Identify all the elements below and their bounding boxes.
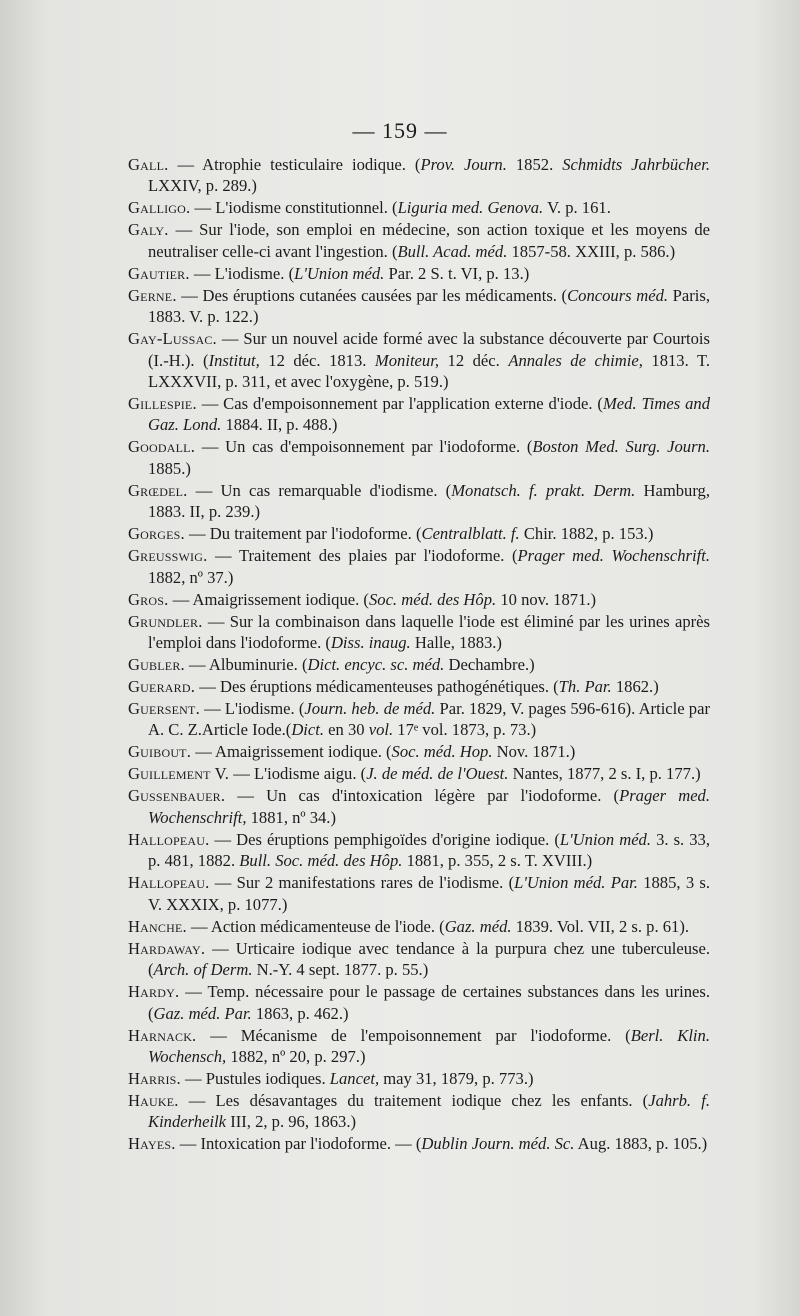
entry-text: — Sur 2 manifestations rares de l'iodisme. (: [209, 873, 515, 893]
entry-text: 17ᵉ vol. 1873, p. 73.): [393, 720, 537, 740]
entry-text: — Cas d'empoisonnement par l'application externe d'iode. (: [196, 394, 603, 414]
entry-source-title: vol.: [368, 720, 394, 740]
entry-source-title: Boston Med. Surg. Journ.: [532, 437, 710, 457]
bibliography-entry: [128, 829, 710, 872]
entry-source-title: L'Union méd.: [294, 263, 385, 283]
entry-text: 1881, nº 34.): [246, 807, 336, 827]
entry-text: 1863, p. 462.): [251, 1003, 349, 1023]
entry-text: 1813. T. LXXXVII, p. 311, et avec l'oxygène, p. 519.): [148, 350, 710, 392]
entry-source-title: L'Union méd.: [559, 829, 652, 849]
entry-author: Hallopeau.: [128, 829, 210, 849]
entry-text: Hamburg, 1883. II, p. 239.): [148, 480, 710, 522]
bibliography-entry: [128, 523, 710, 544]
entry-text: — Un cas d'empoisonnement par l'iodoforme. (: [195, 437, 533, 457]
entry-text: Aug. 1883, p. 105.): [574, 1134, 708, 1154]
bibliography-entry: [128, 263, 710, 284]
entry-text: — Sur la combinaison dans laquelle l'iode est éliminé par les urines après l'emploi dans l'iodoforme. (: [148, 611, 710, 653]
entry-text: — Atrophie testiculaire iodique. (: [168, 155, 421, 174]
entry-text: 1884. II, p. 488.): [221, 415, 338, 435]
entry-author: Galy.: [128, 220, 169, 240]
entry-text: — Les désavantages du traitement iodique chez les enfants. (: [178, 1090, 649, 1110]
bibliography-entry: [128, 545, 710, 588]
entry-author: Greusswig.: [128, 546, 208, 566]
entry-source-title: Jahrb. f. Kinderheilk: [148, 1090, 710, 1132]
entry-author: Guersent.: [128, 699, 200, 719]
entry-author: Gerne.: [128, 285, 177, 305]
entry-text: 1885, 3 s. V. XXXIX, p. 1077.): [148, 873, 711, 914]
entry-text: 1882, nº 37.): [148, 567, 234, 587]
entry-text: — Amaigrissement iodique. (: [191, 742, 392, 762]
entry-text: — Albuminurie. (: [184, 655, 308, 675]
entry-text: N.-Y. 4 sept. 1877. p. 55.): [252, 960, 429, 980]
entry-author: Hardaway.: [128, 938, 206, 958]
entry-text: — L'iodisme. (: [189, 263, 295, 283]
entry-text: Dechambre.): [444, 655, 535, 675]
entry-author: Goodall.: [128, 437, 196, 457]
entry-author: Hanche.: [128, 916, 187, 936]
entry-source-title: Moniteur,: [374, 350, 439, 370]
entry-source-title: Dict.: [291, 720, 325, 740]
entry-author: Guibout.: [128, 742, 192, 762]
entry-text: — L'iodisme. (: [199, 699, 305, 719]
entry-text: — Des éruptions médicamenteuses pathogénétiques. (: [195, 677, 559, 697]
page-number: — 159 —: [352, 118, 448, 143]
entry-text: Halle, 1883.): [410, 633, 502, 653]
entry-author: Gubler.: [128, 655, 185, 675]
entry-author: Hallopeau.: [128, 873, 210, 893]
entry-text: III, 2, p. 96, 1863.): [226, 1112, 357, 1132]
entry-author: Gros.: [128, 589, 169, 609]
entry-author: Grundler.: [128, 611, 203, 631]
bibliography-entry: [128, 328, 710, 392]
entry-text: en 30: [324, 720, 369, 740]
bibliography-entry: [128, 938, 710, 981]
entry-source-title: Soc. méd. Hop.: [391, 742, 493, 762]
bibliography-entry: [128, 154, 710, 197]
entry-text: V. p. 161.: [543, 198, 611, 218]
entry-source-title: Liguria med. Genova.: [397, 198, 544, 218]
bibliography-entry: [128, 219, 710, 262]
entry-text: — L'iodisme aigu. (: [229, 764, 367, 784]
entry-source-title: Journ. heb. de méd.: [304, 699, 436, 719]
entry-source-title: Institut,: [208, 350, 260, 370]
bibliography-entry: [128, 611, 710, 654]
entry-text: 1839. Vol. VII, 2 s. p. 61).: [511, 916, 690, 936]
entry-author: Hayes.: [128, 1134, 176, 1154]
bibliography-entry: [128, 676, 710, 697]
entry-author: Hardy.: [128, 982, 180, 1002]
entry-text: — L'iodisme constitutionnel. (: [190, 198, 398, 218]
entry-source-title: Dict. encyc. sc. méd.: [307, 655, 445, 675]
entry-text: — Sur un nouvel acide formé avec la substance découverte par Courtois (I.-H.). (: [148, 329, 710, 370]
entry-source-title: Annales de chimie,: [508, 350, 643, 370]
entry-source-title: J. de méd. de l'Ouest.: [366, 764, 509, 784]
entry-text: may 31, 1879, p. 773.): [379, 1068, 534, 1088]
entry-text: — Temp. nécessaire pour le passage de certaines substances dans les urines. (: [148, 982, 710, 1023]
entry-source-title: Arch. of Derm.: [153, 960, 253, 980]
bibliography-entry: [128, 1068, 710, 1089]
bibliography-entry: [128, 285, 710, 328]
entry-source-title: Concours méd.: [567, 285, 669, 305]
entry-source-title: Gaz. méd.: [444, 916, 512, 936]
entry-text: Nov. 1871.): [492, 742, 576, 762]
bibliography-entry: [128, 981, 710, 1024]
entry-author: Gussenbauer.: [128, 786, 226, 806]
entry-source-title: L'Union méd. Par.: [514, 873, 638, 893]
entry-text: 12 déc. 1813.: [259, 350, 375, 370]
entry-source-title: Prager med. Wochenschrift,: [148, 786, 711, 827]
entry-author: Harnack.: [128, 1025, 197, 1045]
entry-text: — Un cas d'intoxication légère par l'iodoforme. (: [225, 786, 620, 806]
entry-author: Gautier.: [128, 263, 190, 283]
entry-text: — Des éruptions pemphigoïdes d'origine iodique. (: [209, 829, 560, 849]
entry-author: Gall.: [128, 155, 169, 174]
entry-text: — Mécanisme de l'empoisonnement par l'iodoforme. (: [196, 1025, 631, 1045]
entry-text: 3. s. 33, p. 481, 1882.: [148, 829, 710, 871]
bibliography-entry: [128, 741, 710, 762]
entry-text: 10 nov. 1871.): [496, 589, 597, 609]
entry-text: Par. 2 S. t. VI, p. 13.): [384, 263, 530, 283]
entry-text: 1852.: [506, 155, 563, 174]
entry-source-title: Schmidts Jahrbücher.: [562, 155, 710, 174]
entry-source-title: Prager med. Wochenschrift.: [517, 546, 710, 566]
bibliography-entry: [128, 480, 710, 523]
entry-text: 1882, nº 20, p. 297.): [226, 1046, 366, 1066]
entry-text: — Du traitement par l'iodoforme. (: [184, 524, 422, 544]
bibliography-entry: [128, 785, 710, 828]
bibliography-entry: [128, 1133, 710, 1154]
entry-author: Guillement V.: [128, 764, 230, 784]
entry-text: Par. 1829, V. pages 596-616). Article par A. C. Z.Article Iode.(: [148, 699, 710, 740]
entry-source-title: Lancet,: [329, 1068, 380, 1088]
entry-source-title: Soc. méd. des Hôp.: [368, 589, 497, 609]
bibliography-entry: [128, 872, 710, 915]
entry-author: Gay-Lussac.: [128, 329, 217, 349]
entry-text: 12 déc.: [439, 350, 509, 370]
entry-text: Paris, 1883. V. p. 122.): [148, 285, 710, 327]
bibliography-entry: [128, 436, 710, 479]
bibliography-entry: [128, 763, 710, 784]
entry-text: 1881, p. 355, 2 s. T. XVIII.): [402, 851, 593, 871]
entry-source-title: Gaz. méd. Par.: [153, 1003, 252, 1023]
entry-text: — Un cas remarquable d'iodisme. (: [187, 480, 452, 500]
entry-author: Gorges.: [128, 524, 185, 544]
entry-source-title: Med. Times and Gaz. Lond.: [148, 394, 710, 435]
entry-source-title: Bull. Acad. méd.: [397, 241, 508, 261]
entry-source-title: Centralblatt. f.: [421, 524, 520, 544]
entry-text: — Des éruptions cutanées causées par les médicaments. (: [176, 285, 568, 305]
entry-text: — Pustules iodiques.: [180, 1068, 330, 1088]
entry-text: Chir. 1882, p. 153.): [519, 524, 654, 544]
entry-author: Grœdel.: [128, 480, 188, 500]
entry-text: — Traitement des plaies par l'iodoforme. (: [207, 546, 518, 566]
entry-text: — Action médicamenteuse de l'iode. (: [186, 916, 445, 936]
entry-text: Nantes, 1877, 2 s. I, p. 177.): [508, 764, 701, 784]
entry-author: Harris.: [128, 1068, 181, 1088]
bibliography-entry: [128, 1090, 710, 1133]
entry-source-title: Prov. Journ.: [420, 155, 507, 174]
entry-author: Galligo.: [128, 198, 191, 218]
bibliography-entry: [128, 1025, 710, 1068]
entry-author: Hauke.: [128, 1090, 179, 1110]
entry-source-title: Th. Par.: [558, 677, 612, 697]
bibliography-entry: [128, 393, 710, 436]
entry-source-title: Monatsch. f. prakt. Derm.: [451, 480, 636, 500]
bibliography-list: [128, 154, 710, 1155]
entry-text: — Amaigrissement iodique. (: [168, 589, 369, 609]
bibliography-entry: [128, 698, 710, 741]
entry-author: Gillespie.: [128, 394, 197, 414]
entry-text: — Intoxication par l'iodoforme. — (: [175, 1134, 422, 1154]
bibliography-entry: [128, 589, 710, 610]
entry-text: 1885.): [148, 458, 191, 478]
entry-text: 1857-58. XXIII, p. 586.): [507, 241, 676, 261]
entry-source-title: Berl. Klin. Wochensch,: [148, 1025, 710, 1066]
entry-text: LXXIV, p. 289.): [148, 176, 257, 196]
entry-source-title: Bull. Soc. méd. des Hôp.: [239, 851, 403, 871]
entry-text: 1862.): [611, 677, 659, 697]
entry-text: — Sur l'iode, son emploi en médecine, son action toxique et les moyens de neutraliser celle-ci avant l'ingestion. (: [148, 220, 710, 261]
entry-source-title: Diss. inaug.: [330, 633, 411, 653]
entry-source-title: Dublin Journ. méd. Sc.: [421, 1134, 575, 1154]
entry-text: — Urticaire iodique avec tendance à la purpura chez une tuberculeuse. (: [148, 938, 710, 980]
bibliography-entry: [128, 916, 710, 937]
entry-author: Guerard.: [128, 677, 196, 697]
bibliography-entry: [128, 654, 710, 675]
bibliography-entry: [128, 197, 710, 218]
